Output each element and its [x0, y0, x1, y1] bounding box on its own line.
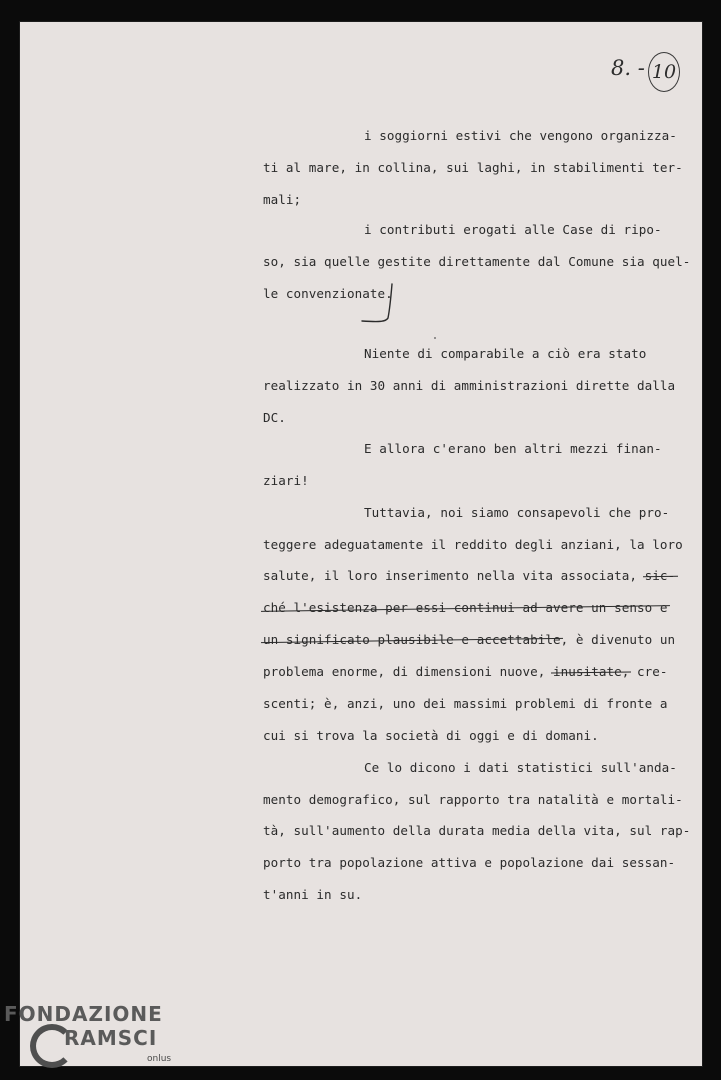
page-number-circled-value: 10	[651, 61, 677, 83]
text-segment: cre-	[629, 664, 668, 679]
logo-line-2: RAMSCI	[64, 1026, 158, 1050]
text-line: DC.	[263, 410, 286, 425]
text-line: t'anni in su.	[263, 887, 363, 902]
text-line: Ce lo dicono i dati statistici sull'anda-	[364, 760, 677, 775]
text-line: mali;	[263, 192, 302, 207]
text-line: Niente di comparabile a ciò era stato	[364, 346, 647, 361]
text-line	[263, 568, 675, 584]
logo-line-1: FONDAZIONE	[4, 1002, 163, 1026]
page-number-prefix: 8. -	[611, 56, 645, 80]
text-line: i contributi erogati alle Case di ripo-	[364, 222, 662, 237]
text-segment: salute, il loro inserimento nella vita associata,	[263, 568, 637, 583]
text-line: realizzato in 30 anni di amministrazioni dirette dalla	[263, 378, 676, 393]
text-segment: , è divenuto un	[560, 632, 676, 647]
text-line: teggere adeguatamente il reddito degli anziani, la loro	[263, 537, 683, 552]
page-number-circled	[648, 52, 680, 92]
text-segment: problema enorme, di dimensioni nuove,	[263, 664, 546, 679]
text-line: so, sia quelle gestite direttamente dal Comune sia quel-	[263, 254, 691, 269]
text-line: Tuttavia, noi siamo consapevoli che pro-	[364, 505, 670, 520]
text-line	[263, 664, 668, 680]
text-line	[263, 632, 675, 648]
text-line: ti al mare, in collina, sui laghi, in stabilimenti ter-	[263, 160, 683, 175]
logo-line-3: onlus	[147, 1054, 172, 1064]
struck-word: sic-	[644, 568, 676, 583]
text-line: mento demografico, sul rapporto tra natalità e mortali-	[263, 792, 683, 807]
text-line: cui si trova la società di oggi e di domani.	[263, 728, 599, 743]
text-line: E allora c'erano ben altri mezzi finan-	[364, 441, 662, 456]
text-line: i soggiorni estivi che vengono organizza-	[364, 128, 677, 143]
struck-phrase: ché l'esistenza per essi continui ad avere un senso e	[263, 600, 668, 615]
struck-word: inusitate,	[553, 664, 630, 679]
text-line: porto tra popolazione attiva e popolazione dai sessan-	[263, 855, 676, 870]
text-line: scenti; è, anzi, uno dei massimi problemi di fronte a	[263, 696, 668, 711]
text-line: le convenzionate.	[263, 286, 393, 301]
text-line	[263, 600, 668, 616]
text-line: ziari!	[263, 473, 309, 488]
struck-phrase: un significato plausibile e accettabile	[263, 632, 561, 647]
fondazione-gramsci-logo	[4, 1002, 204, 1080]
text-line: tà, sull'aumento della durata media della vita, sul rap-	[263, 823, 691, 838]
